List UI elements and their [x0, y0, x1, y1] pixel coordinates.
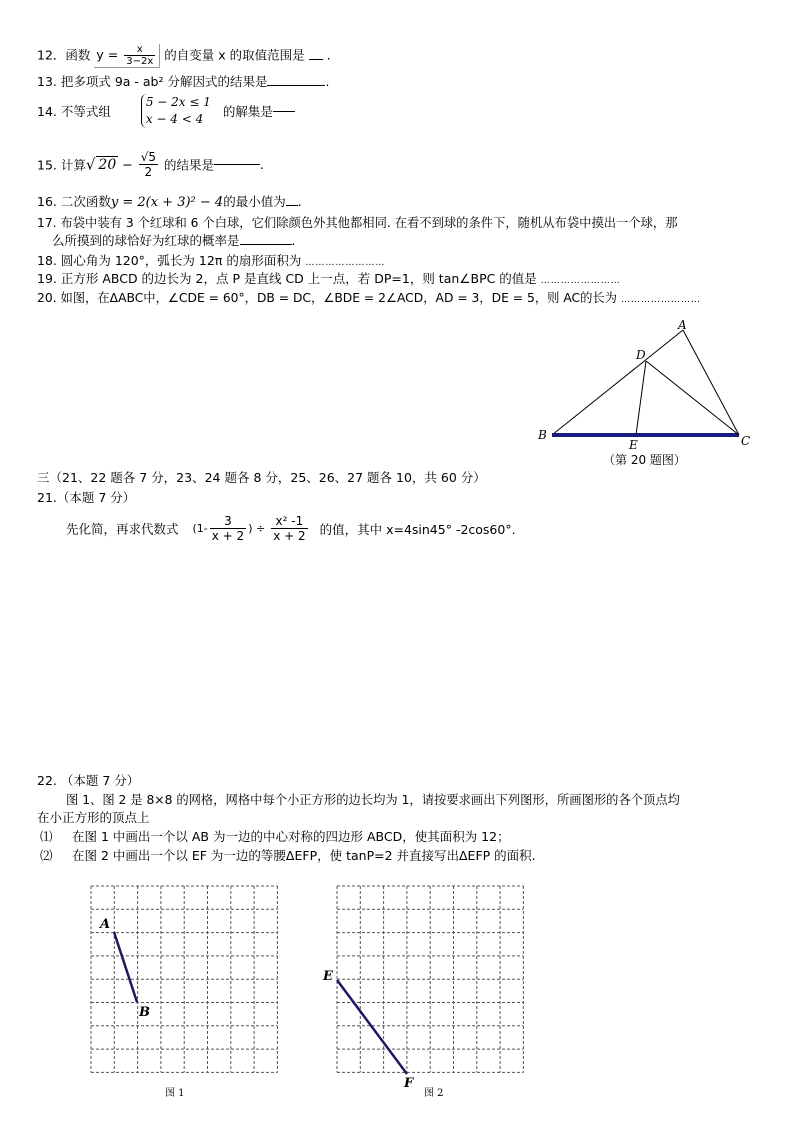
label-d: D: [636, 348, 646, 362]
question-22-line2: 在小正方形的顶点上: [37, 810, 150, 825]
question-22-line1: 图 1、图 2 是 8×8 的网格，网格中每个小正方形的边长均为 1，请按要求画出下列图形，所画图形的各个顶点均: [66, 793, 680, 807]
question-20: 20. 如图，在ΔABC中，∠CDE = 60°，DB = DC，∠BDE = 2∠ACD，AD = 3，DE = 5，则 AC的长为 ……………………: [37, 291, 701, 305]
label-f: F: [404, 1076, 414, 1091]
answer-blank[interactable]: [286, 205, 298, 206]
question-22-item2: ⑵ 在图 2 中画出一个以 EF 为一边的等腰ΔEFP，使 tanP=2 并直接写出ΔEFP 的面积.: [40, 848, 536, 863]
label-e: E: [323, 969, 333, 984]
question-13: 13. 把多项式 9a - ab² 分解因式的结果是 .: [37, 74, 330, 89]
question-17-cont: 么所摸到的球恰好为红球的概率是 .: [52, 233, 296, 248]
q12-formula: y = $\frac{x}{3-2x}$: [94, 44, 160, 68]
q21-fraction-2: $\frac{\text{x² -1}}{x + 2}$: [273, 514, 306, 543]
question-22-title: 22. （本题 7 分）: [37, 773, 140, 788]
question-19: 19. 正方形 ABCD 的边长为 2，点 P 是直线 CD 上一点，若 DP=1，则 tan∠BPC 的值是 ……………………: [37, 271, 621, 286]
q21-fraction-1: $\frac{3}{x + 2}$: [211, 514, 245, 543]
answer-blank[interactable]: [267, 85, 325, 86]
figure-20-triangle: [530, 315, 760, 470]
section-3-header: 三（21、22 题各 7 分，23、24 题各 8 分，25、26、27 题各 10，共 60 分）: [37, 470, 486, 485]
grid-figure-2: [320, 880, 535, 1105]
inequality-system: 5 − 2x ≤ 1 x − 4 < 4: [141, 94, 211, 128]
answer-blank[interactable]: [214, 164, 260, 165]
segment-ab: [114, 932, 137, 1002]
q15-fraction: $\frac{√5}{2}$: [140, 150, 156, 179]
question-21: 先化简，再求代数式 (1- $\frac{3}{x + 2}$ ) ÷ $\frac{\text{x² -1}}{x + 2}$ 的值，其中 x=4sin45° -2cos60°.: [66, 514, 516, 543]
question-17: 17. 布袋中装有 3 个红球和 6 个白球，它们除颜色外其他都相同. 在看不到球的条件下，随机从布袋中摸出一个球，那: [37, 216, 678, 230]
figure-20-caption: （第 20 题图）: [603, 453, 686, 467]
segment-de: [636, 361, 646, 435]
segment-ac: [683, 330, 739, 435]
grid-1-caption: 图 1: [165, 1088, 185, 1099]
question-15: 15. 计算√ 20 − $\frac{√5}{2}$ 的结果是 .: [37, 150, 264, 179]
question-12: 12．函数 y = $\frac{x}{3-2x}$ 的自变量 x 的取值范围是 .: [37, 44, 331, 67]
grid-figure-1: [85, 880, 285, 1105]
question-16: 16. 二次函数y = 2(x + 3)² − 4的最小值为 .: [37, 194, 302, 210]
question-22-item1: ⑴ 在图 1 中画出一个以 AB 为一边的中心对称的四边形 ABCD，使其面积为 12；: [40, 829, 510, 844]
label-e: E: [629, 438, 638, 452]
segment-dc: [646, 361, 739, 435]
grid-lines: [91, 886, 277, 1072]
grid-2-caption: 图 2: [424, 1088, 444, 1099]
segment-ba: [552, 330, 683, 435]
segment-ef: [337, 980, 407, 1074]
label-a: A: [678, 318, 687, 332]
answer-blank[interactable]: [273, 111, 295, 112]
label-a: A: [100, 917, 111, 932]
label-b: B: [139, 1005, 150, 1020]
question-21-title: 21.（本题 7 分）: [37, 490, 136, 505]
answer-blank[interactable]: [240, 244, 292, 245]
grid-lines: [337, 886, 523, 1072]
answer-blank[interactable]: [309, 59, 323, 60]
label-b: B: [538, 428, 547, 442]
label-c: C: [741, 434, 751, 448]
question-18: 18. 圆心角为 120°，弧长为 12π 的扇形面积为 ……………………: [37, 253, 386, 268]
question-14: 14. 不等式组 5 − 2x ≤ 1 x − 4 < 4 的解集是: [37, 94, 295, 128]
